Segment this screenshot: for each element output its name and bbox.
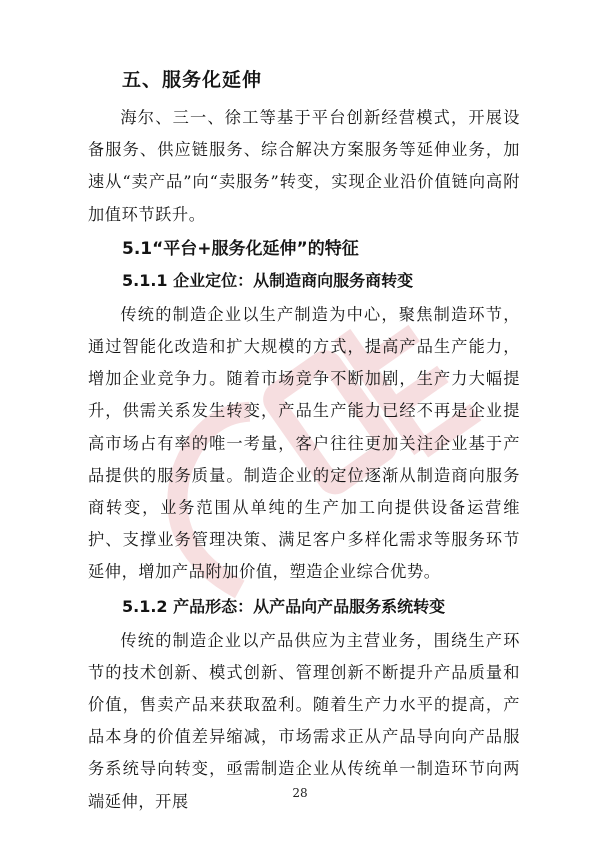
document-body xyxy=(88,64,520,820)
page-number: 28 xyxy=(292,786,308,800)
subsection-heading: 5.1“平台+服务化延伸”的特征 xyxy=(122,238,359,259)
subsubsection-heading-2: 5.1.2 产品形态：从产品向产品服务系统转变 xyxy=(122,596,446,616)
section-heading: 五、服务化延伸 xyxy=(122,69,263,91)
paragraph-product-form: 传统的制造企业以产品供应为主营业务，围绕生产环节的技术创新、模式创新、管理创新不断提升产品质量和价值，售卖产品来获取盈利。随着生产力水平的提高，产品本身的价值差异缩减，市场需求正从产品导向向产品服务系统导向转变，亟需制造企业从传统单一制造环节向两端延伸，开展 xyxy=(88,630,520,811)
subsubsection-heading-1: 5.1.1 企业定位：从制造商向服务商转变 xyxy=(122,270,414,290)
intro-paragraph: 海尔、三一、徐工等基于平台创新经营模式，开展设备服务、供应链服务、综合解决方案服务等延伸业务，加速从“卖产品”向“卖服务”转变，实现企业沿价值链向高附加值环节跃升。 xyxy=(88,108,520,224)
paragraph-enterprise-positioning: 传统的制造企业以生产制造为中心，聚焦制造环节，通过智能化改造和扩大规模的方式，提高产品生产能力，增加企业竞争力。随着市场竞争不断加剧，生产力大幅提升，供需关系发生转变，产品生产能力已经不再是企业提高市场占有率的唯一考量，客户往往更加关注企业基于产品提供的服务质量。制造企业的定位逐渐从制造商向服务商转变，业务范围从单纯的生产加工向提供设备运营维护、支撑业务管理决策、满足客户多样化需求等服务环节延伸，增加产品附加价值，塑造企业综合优势。 xyxy=(88,304,520,582)
